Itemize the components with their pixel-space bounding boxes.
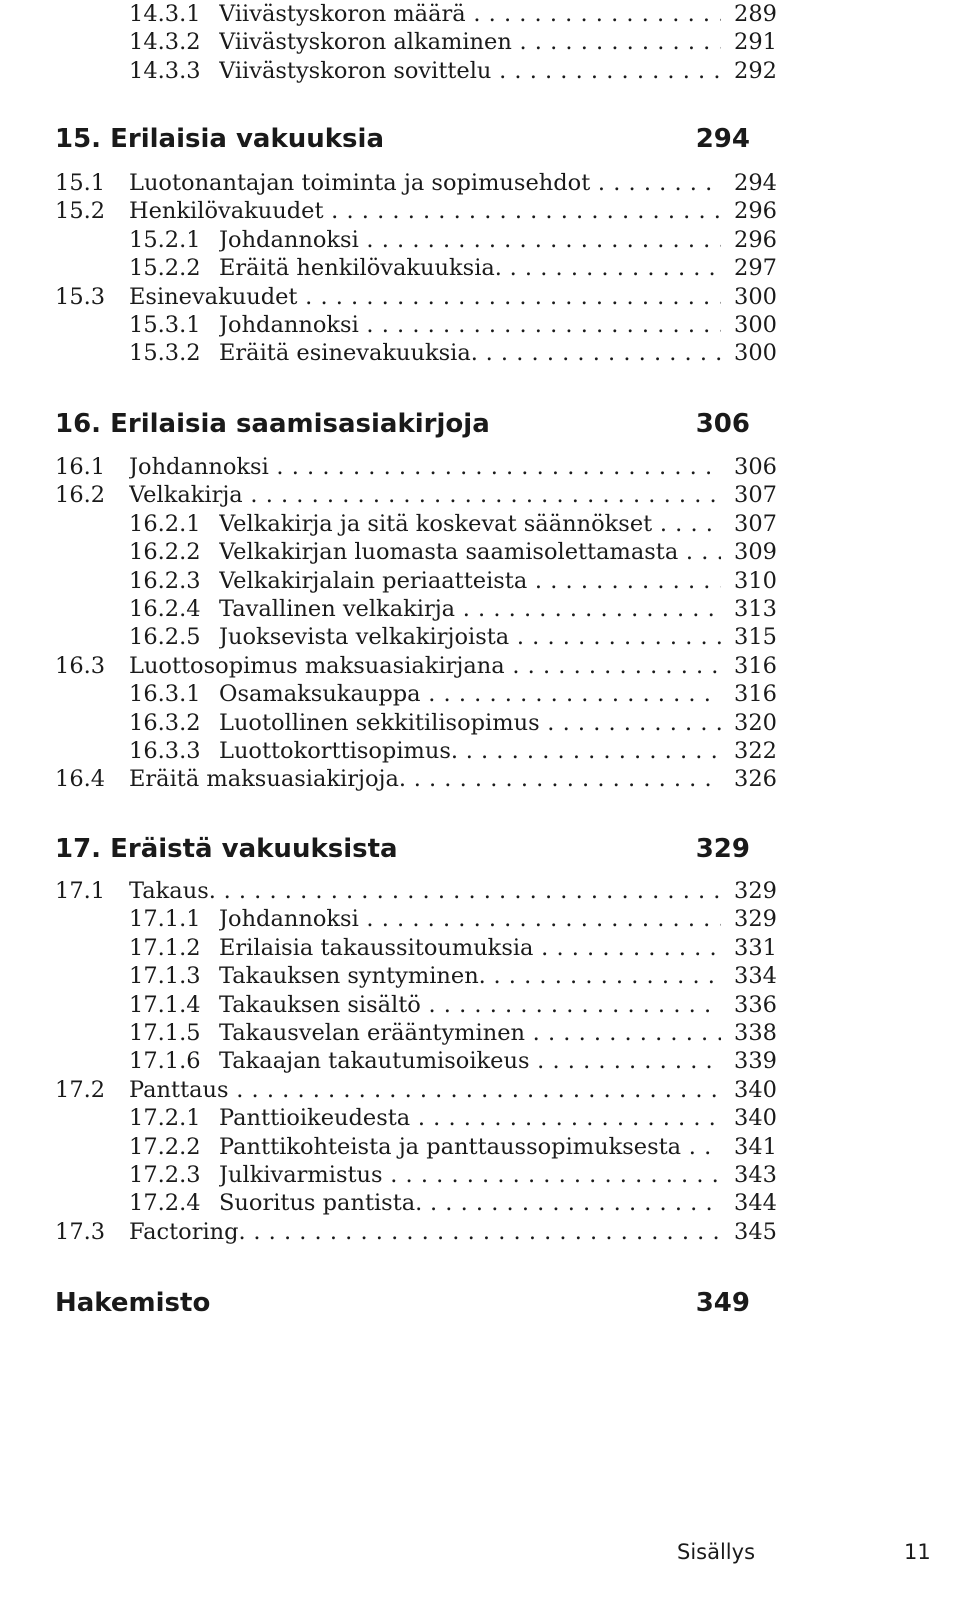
toc-entry-number: 16.2.5 xyxy=(129,624,201,651)
toc-entry-title: Luottosopimus maksuasiakirjana . . . xyxy=(129,652,777,681)
toc-entry-number: 17.1.2 xyxy=(129,934,201,961)
toc-entry-number: 17.3 xyxy=(55,1218,106,1245)
toc-entry-number: 14.3.2 xyxy=(129,29,201,56)
chapter-page: 349 xyxy=(695,1288,750,1318)
chapter-heading[interactable] xyxy=(55,1286,755,1320)
toc-entry-page: 289 xyxy=(721,0,777,29)
toc-entry-page: 315 xyxy=(721,623,777,652)
toc-entry-page: 339 xyxy=(721,1047,777,1076)
toc-entry-title: Luotollinen sekkitilisopimus . . . xyxy=(219,709,777,738)
toc-entry-number: 16.3.2 xyxy=(129,709,201,736)
toc-entry[interactable] xyxy=(0,934,960,963)
toc-entry-page: 334 xyxy=(721,962,777,991)
chapter-heading[interactable] xyxy=(55,122,755,156)
toc-entry-number: 17.1.6 xyxy=(129,1048,201,1075)
toc-entry[interactable] xyxy=(0,339,960,368)
toc-entry[interactable] xyxy=(0,538,960,567)
toc-entry-number: 17.1.3 xyxy=(129,963,201,990)
toc-entry-page: 340 xyxy=(721,1076,777,1105)
toc-entry-number: 15.2.1 xyxy=(129,226,201,253)
toc-entry-number: 16.3.1 xyxy=(129,681,201,708)
toc-entry-title: Viivästyskoron alkaminen . . . xyxy=(219,28,777,57)
toc-entry[interactable] xyxy=(0,567,960,596)
toc-entry[interactable] xyxy=(0,197,960,226)
toc-entry-page: 344 xyxy=(721,1189,777,1218)
toc-entry[interactable] xyxy=(0,1019,960,1048)
toc-entry-number: 17.2.4 xyxy=(129,1190,201,1217)
toc-entry[interactable] xyxy=(0,254,960,283)
toc-entry-page: 313 xyxy=(721,595,777,624)
chapter-page: 294 xyxy=(695,124,750,154)
toc-entry[interactable] xyxy=(0,28,960,57)
toc-entry-page: 291 xyxy=(721,28,777,57)
toc-entry-title: Takauksen syntyminen. . . . xyxy=(219,962,777,991)
toc-entry-number: 17.2 xyxy=(55,1076,106,1103)
toc-entry-title: Tavallinen velkakirja . . . xyxy=(219,595,777,624)
toc-entry[interactable] xyxy=(0,1161,960,1190)
toc-entry-page: 329 xyxy=(721,877,777,906)
toc-entry[interactable] xyxy=(0,765,960,794)
toc-entry-page: 338 xyxy=(721,1019,777,1048)
toc-entry-number: 16.2.3 xyxy=(129,567,201,594)
toc-entry-title: Takaajan takautumisoikeus . . . xyxy=(219,1047,777,1076)
toc-entry[interactable] xyxy=(0,1104,960,1133)
toc-entry-page: 316 xyxy=(721,680,777,709)
toc-entry-page: 343 xyxy=(721,1161,777,1190)
toc-entry-page: 309 xyxy=(721,538,777,567)
toc-entry[interactable] xyxy=(0,680,960,709)
toc-entry[interactable] xyxy=(0,169,960,198)
toc-entry-title: Osamaksukauppa . . . xyxy=(219,680,777,709)
toc-entry-title: Eräitä maksuasiakirjoja. . . . xyxy=(129,765,777,794)
toc-entry-title: Velkakirjalain periaatteista . . . xyxy=(219,567,777,596)
toc-entry-page: 345 xyxy=(721,1218,777,1247)
toc-entry-number: 15.3.2 xyxy=(129,340,201,367)
toc-entry-title: Johdannoksi . . . xyxy=(219,226,777,255)
toc-entry-page: 322 xyxy=(721,737,777,766)
toc-entry-number: 17.1 xyxy=(55,878,106,904)
toc-entry[interactable] xyxy=(0,57,960,86)
toc-entry[interactable] xyxy=(0,709,960,738)
toc-entry-title: Takaus. . . . xyxy=(129,877,777,906)
chapter-title: 15. Erilaisia vakuuksia xyxy=(55,124,384,154)
toc-entry-number: 17.1.1 xyxy=(129,906,201,933)
toc-entry-number: 16.1 xyxy=(55,454,106,480)
toc-entry-title: Suoritus pantista. . . . xyxy=(219,1189,777,1218)
toc-entry-number: 17.2.3 xyxy=(129,1162,201,1188)
toc-entry-page: 331 xyxy=(721,934,777,963)
toc-entry-title: Panttikohteista ja panttaussopimuksesta . . . xyxy=(219,1133,777,1162)
chapter-heading[interactable] xyxy=(55,407,755,441)
toc-entry-number: 14.3.3 xyxy=(129,57,201,84)
toc-entry-number: 15.3 xyxy=(55,283,106,310)
toc-entry-page: 292 xyxy=(721,57,777,86)
footer-section-label: Sisällys xyxy=(677,1540,756,1564)
toc-entry-page: 300 xyxy=(721,283,777,312)
toc-entry[interactable] xyxy=(0,510,960,539)
toc-entry[interactable] xyxy=(0,0,960,29)
chapter-page: 306 xyxy=(695,409,750,439)
toc-entry-title: Johdannoksi . . . xyxy=(129,453,777,482)
toc-entry-number: 14.3.1 xyxy=(129,1,201,27)
toc-entry[interactable] xyxy=(0,1076,960,1105)
toc-entry-page: 307 xyxy=(721,510,777,539)
toc-entry[interactable] xyxy=(0,737,960,766)
toc-entry[interactable] xyxy=(0,905,960,934)
toc-entry-page: 340 xyxy=(721,1104,777,1133)
toc-entry-number: 15.2 xyxy=(55,198,106,225)
toc-entry-title: Velkakirja . . . xyxy=(129,481,777,510)
toc-entry-page: 300 xyxy=(721,311,777,340)
toc-entry-title: Johdannoksi . . . xyxy=(219,905,777,934)
toc-entry[interactable] xyxy=(0,991,960,1020)
toc-entry-page: 294 xyxy=(721,169,777,198)
toc-entry-title: Esinevakuudet . . . xyxy=(129,283,777,312)
toc-entry-number: 15.1 xyxy=(55,170,106,196)
toc-entry-title: Panttaus . . . xyxy=(129,1076,777,1105)
toc-entry-title: Juoksevista velkakirjoista . . . xyxy=(219,623,777,652)
toc-entry[interactable] xyxy=(0,481,960,510)
toc-entry-page: 296 xyxy=(721,226,777,255)
toc-entry-page: 296 xyxy=(721,197,777,226)
toc-entry-number: 16.2 xyxy=(55,482,106,509)
chapter-title: Hakemisto xyxy=(55,1288,211,1318)
toc-entry-title: Factoring. . . . xyxy=(129,1218,777,1247)
toc-entry[interactable] xyxy=(0,623,960,652)
chapter-heading[interactable] xyxy=(55,832,755,866)
toc-entry[interactable] xyxy=(0,652,960,681)
toc-entry-number: 15.2.2 xyxy=(129,255,201,282)
toc-entry-title: Luottokorttisopimus. . . . xyxy=(219,737,777,766)
toc-entry-page: 310 xyxy=(721,567,777,596)
toc-entry-number: 17.2.2 xyxy=(129,1133,201,1160)
toc-entry-title: Eräitä esinevakuuksia. . . . xyxy=(219,339,777,368)
toc-entry-page: 320 xyxy=(721,709,777,738)
toc-entry-number: 16.4 xyxy=(55,766,106,793)
toc-entry-title: Takauksen sisältö . . . xyxy=(219,991,777,1020)
toc-entry[interactable] xyxy=(0,877,960,906)
toc-entry-title: Luotonantajan toiminta ja sopimusehdot . . . xyxy=(129,169,777,198)
chapter-page: 329 xyxy=(695,834,750,864)
toc-entry-number: 16.2.4 xyxy=(129,596,201,622)
toc-entry-title: Johdannoksi . . . xyxy=(219,311,777,340)
toc-entry-title: Henkilövakuudet . . . xyxy=(129,197,777,226)
toc-entry[interactable] xyxy=(0,226,960,255)
chapter-title: 17. Eräistä vakuuksista xyxy=(55,834,398,864)
toc-entry-page: 341 xyxy=(721,1133,777,1162)
toc-entry-page: 297 xyxy=(721,254,777,283)
toc-entry-page: 336 xyxy=(721,991,777,1020)
toc-entry-title: Velkakirja ja sitä koskevat säännökset . . . xyxy=(219,510,777,539)
toc-entry-number: 17.1.4 xyxy=(129,991,201,1018)
toc-entry-number: 16.2.2 xyxy=(129,539,201,566)
toc-entry-title: Eräitä henkilövakuuksia. . . . xyxy=(219,254,777,283)
toc-entry-title: Panttioikeudesta . . . xyxy=(219,1104,777,1133)
toc-entry-number: 17.2.1 xyxy=(129,1105,201,1132)
toc-entry-title: Takausvelan erääntyminen . . . xyxy=(219,1019,777,1048)
chapter-title: 16. Erilaisia saamisasiakirjoja xyxy=(55,409,490,439)
toc-entry-number: 16.2.1 xyxy=(129,510,201,537)
toc-entry-number: 15.3.1 xyxy=(129,312,201,338)
toc-entry-page: 329 xyxy=(721,905,777,934)
toc-entry-number: 16.3 xyxy=(55,652,106,679)
toc-entry-page: 306 xyxy=(721,453,777,482)
toc-entry[interactable] xyxy=(0,311,960,340)
toc-entry[interactable] xyxy=(0,1218,960,1247)
toc-entry-title: Velkakirjan luomasta saamisolettamasta . . . xyxy=(219,538,777,567)
toc-entry-title: Erilaisia takaussitoumuksia . . . xyxy=(219,934,777,963)
toc-entry[interactable] xyxy=(0,595,960,624)
toc-entry[interactable] xyxy=(0,283,960,312)
toc-entry-title: Viivästyskoron määrä . . . xyxy=(219,0,777,29)
toc-entry[interactable] xyxy=(0,1189,960,1218)
toc-entry[interactable] xyxy=(0,1047,960,1076)
toc-entry-page: 316 xyxy=(721,652,777,681)
toc-entry-number: 17.1.5 xyxy=(129,1020,201,1046)
toc-entry-title: Viivästyskoron sovittelu . . . xyxy=(219,57,777,86)
toc-entry-page: 326 xyxy=(721,765,777,794)
toc-entry-page: 307 xyxy=(721,481,777,510)
footer-page-number: 11 xyxy=(904,1540,931,1564)
toc-entry-page: 300 xyxy=(721,339,777,368)
toc-entry-number: 16.3.3 xyxy=(129,738,201,764)
toc-entry[interactable] xyxy=(0,962,960,991)
toc-entry[interactable] xyxy=(0,453,960,482)
toc-entry-title: Julkivarmistus . . . xyxy=(219,1161,777,1190)
toc-entry[interactable] xyxy=(0,1133,960,1162)
